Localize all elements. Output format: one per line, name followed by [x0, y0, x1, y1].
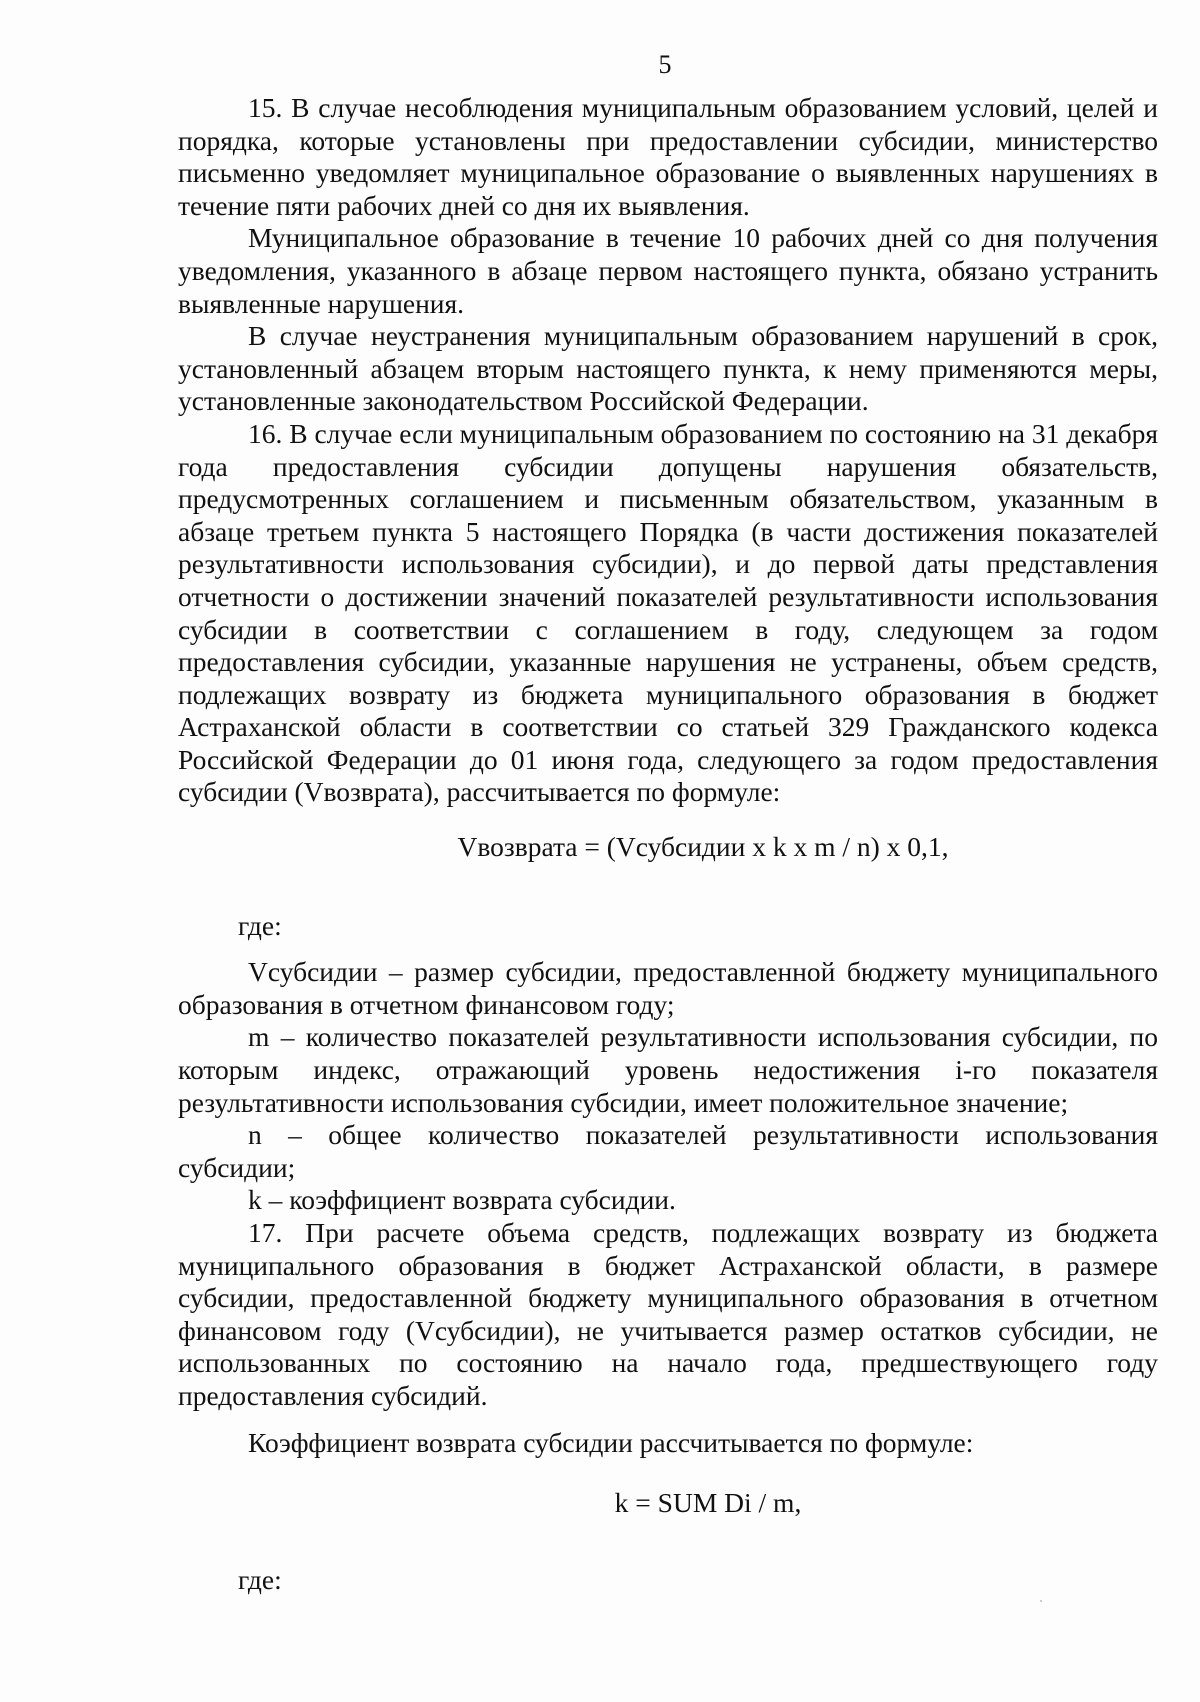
where-label-1: где:	[238, 909, 282, 941]
scan-speck	[1040, 1600, 1042, 1602]
definition-m: m – количество показателей результативности использования субсидии, по которым индекс, отражающий уровень недостижения i-го показателя результативности использования субсидии, имеет положительное значение;	[178, 1021, 1158, 1118]
definition-k: k – коэффициент возврата субсидии.	[248, 1184, 676, 1216]
paragraph-17: 17. При расчете объема средств, подлежащих возврату из бюджета муниципального образования в бюджет Астраханской области, в размере субсидии, предоставленной бюджету муниципального образования в отчетном финансовом году (Vсубсидии), не учитывается размер остатков субсидии, не использованных по состоянию на начало года, предшествующего году предоставления субсидий.	[178, 1217, 1158, 1411]
paragraph-15-1: 15. В случае несоблюдения муниципальным образованием условий, целей и порядка, которые установлены при предоставлении субсидии, министерство письменно уведомляет муниципальное образование о выявленных нарушениях в течение пяти рабочих дней со дня их выявления.	[178, 92, 1158, 221]
paragraph-15-2: Муниципальное образование в течение 10 рабочих дней со дня получения уведомления, указанного в абзаце первом настоящего пункта, обязано устранить выявленные нарушения.	[178, 222, 1158, 319]
paragraph-15-3: В случае неустранения муниципальным образованием нарушений в срок, установленный абзацем вторым настоящего пункта, к нему применяются меры, установленные законодательством Российской Федерации.	[178, 320, 1158, 417]
paragraph-16: 16. В случае если муниципальным образованием по состоянию на 31 декабря года предоставления субсидии допущены нарушения обязательств, предусмотренных соглашением и письменным обязательством, указанным в абзаце третьем пункта 5 настоящего Порядка (в части достижения показателей результативности использования субсидии), и до первой даты представления отчетности о достижении значений показателей результативности использования субсидии в соответствии с соглашением в году, следующем за годом предоставления субсидии, указанные нарушения не устранены, объем средств, подлежащих возврату из бюджета муниципального образования в бюджет Астраханской области в соответствии со статьей 329 Гражданского кодекса Российской Федерации до 01 июня года, следующего за годом предоставления субсидии (Vвозврата), рассчитывается по формуле:	[178, 417, 1158, 808]
definition-v-subsidy: Vсубсидии – размер субсидии, предоставленной бюджету муниципального образования в отчетном финансовом году;	[178, 956, 1158, 1020]
page-number: 5	[658, 50, 672, 79]
document-body	[178, 92, 1158, 1596]
formula-coefficient: k = SUM Di / m,	[614, 1487, 802, 1519]
paragraph-17-coefficient: Коэффициент возврата субсидии рассчитывается по формуле:	[248, 1426, 974, 1458]
definition-n: n – общее количество показателей результативности использования субсидии;	[178, 1119, 1158, 1183]
where-label-2: где:	[238, 1563, 282, 1595]
formula-return-volume: Vвозврата = (Vсубсидии x k x m / n) x 0,1,	[457, 831, 949, 863]
